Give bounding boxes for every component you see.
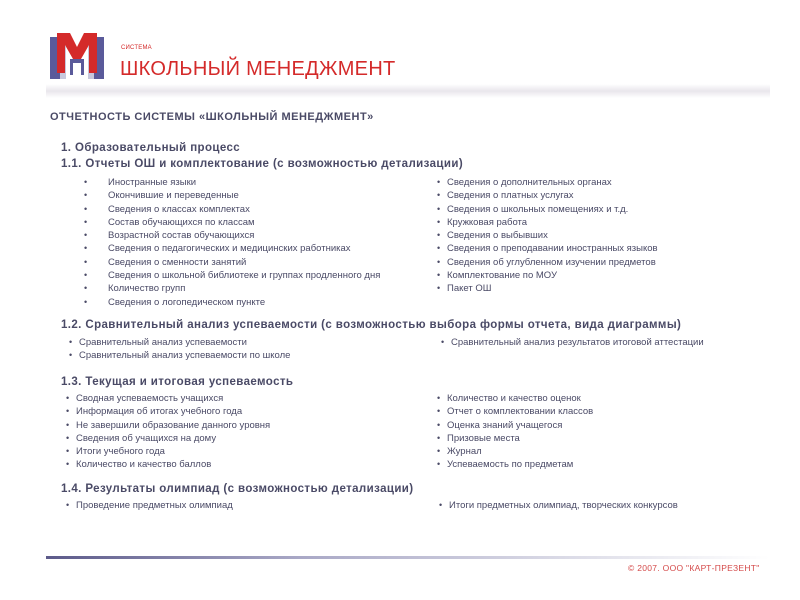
- list-item: • Сведения о сменности занятий: [70, 256, 380, 269]
- list-item: • Иностранные языки: [70, 176, 380, 189]
- bullet-icon: •: [66, 393, 70, 403]
- section-1-1-left-list: [70, 176, 380, 309]
- bullet-icon: •: [84, 216, 88, 227]
- bullet-icon: •: [437, 446, 441, 457]
- footer-divider: [46, 556, 770, 559]
- bullet-icon: •: [437, 283, 441, 294]
- section-1-4-left-list: [66, 499, 233, 512]
- m-logo-icon: [50, 33, 104, 79]
- bullet-icon: •: [437, 419, 441, 430]
- list-item: • Итоги учебного года: [66, 446, 165, 458]
- list-item: • Сведения об углубленном изучении предметов: [437, 256, 656, 268]
- section-1-2-title: 1.2. Сравнительный анализ успеваемости (с возможностью выбора формы отчета, вида диаграммы): [61, 319, 682, 331]
- bullet-icon: •: [437, 256, 441, 267]
- bullet-icon: •: [437, 393, 441, 403]
- list-item: • Количество и качество баллов: [66, 459, 212, 471]
- brand-subtitle: СИСТЕМА: [121, 45, 152, 51]
- list-item: • Состав обучающихся по классам: [70, 216, 380, 229]
- bullet-icon: •: [69, 350, 73, 361]
- section-1-2-left-list: [69, 336, 290, 363]
- bullet-icon: •: [439, 500, 443, 510]
- bullet-icon: •: [84, 270, 88, 281]
- list-item: • Сведения о выбывших: [437, 230, 548, 242]
- bullet-icon: •: [437, 177, 441, 187]
- bullet-icon: •: [84, 296, 88, 307]
- list-item: • Сведения о логопедическом пункте: [70, 296, 380, 309]
- header-divider: [46, 84, 770, 98]
- list-item: • Сравнительный анализ успеваемости по школе: [69, 350, 291, 362]
- list-item: • Проведение предметных олимпиад: [66, 500, 233, 511]
- list-item: • Сведения о школьных помещениях и т.д.: [437, 203, 629, 215]
- brand-title: ШКОЛЬНЫЙ МЕНЕДЖМЕНТ: [120, 58, 396, 80]
- list-item: • Отчет о комплектовании классов: [437, 406, 594, 418]
- bullet-icon: •: [66, 419, 70, 430]
- section-1-title: 1. Образовательный процесс: [61, 142, 241, 154]
- bullet-icon: •: [437, 459, 441, 470]
- bullet-icon: •: [69, 337, 73, 347]
- list-item: • Сравнительный анализ результатов итоговой аттестации: [441, 337, 704, 348]
- bullet-icon: •: [84, 190, 88, 201]
- bullet-icon: •: [84, 177, 88, 187]
- bullet-icon: •: [66, 446, 70, 457]
- list-item: • Успеваемость по предметам: [437, 459, 574, 471]
- bullet-icon: •: [437, 230, 441, 241]
- bullet-icon: •: [66, 432, 70, 443]
- list-item: • Сводная успеваемость учащихся: [66, 393, 224, 404]
- section-1-4-title: 1.4. Результаты олимпиад (с возможностью детализации): [61, 483, 414, 495]
- bullet-icon: •: [84, 283, 88, 294]
- bullet-icon: •: [84, 243, 88, 254]
- section-1-3-right-list: [437, 392, 593, 472]
- list-item: • Итоги предметных олимпиад, творческих конкурсов: [439, 500, 678, 511]
- bullet-icon: •: [437, 190, 441, 201]
- section-1-3-title: 1.3. Текущая и итоговая успеваемость: [61, 376, 294, 388]
- list-item: • Сведения о платных услугах: [437, 190, 574, 202]
- list-item: • Призовые места: [437, 432, 520, 444]
- bullet-icon: •: [437, 406, 441, 417]
- list-item: • Возрастной состав обучающихся: [70, 229, 380, 242]
- section-1-1-right-list: [437, 176, 658, 296]
- list-item: • Окончившие и переведенные: [70, 189, 380, 202]
- list-item: • Информация об итогах учебного года: [66, 406, 243, 418]
- list-item: • Количество и качество оценок: [437, 393, 581, 404]
- list-item: • Сведения о педагогических и медицинских работниках: [70, 242, 380, 255]
- bullet-icon: •: [84, 230, 88, 241]
- bullet-icon: •: [66, 500, 70, 510]
- section-1-3-left-list: [66, 392, 270, 472]
- list-item: • Кружковая работа: [437, 216, 528, 228]
- list-item: • Не завершили образование данного уровня: [66, 419, 271, 431]
- bullet-icon: •: [437, 203, 441, 214]
- bullet-icon: •: [66, 406, 70, 417]
- list-item: • Сведения о классах комплектах: [70, 203, 380, 216]
- list-item: • Сравнительный анализ успеваемости: [69, 337, 247, 348]
- list-item: • Комплектование по МОУ: [437, 270, 558, 282]
- bullet-icon: •: [84, 203, 88, 214]
- section-1-2-right-list: [441, 336, 704, 349]
- list-item: • Пакет ОШ: [437, 283, 492, 295]
- list-item: • Количество групп: [70, 282, 380, 295]
- bullet-icon: •: [441, 337, 445, 347]
- section-1-4-right-list: [439, 499, 678, 512]
- copyright: © 2007. ООО "КАРТ-ПРЕЗЕНТ": [628, 563, 760, 573]
- list-item: • Сведения о преподавании иностранных языков: [437, 243, 658, 255]
- bullet-icon: •: [66, 459, 70, 470]
- bullet-icon: •: [437, 432, 441, 443]
- list-item: • Сведения об учащихся на дому: [66, 432, 217, 444]
- list-item: • Сведения о школьной библиотеке и группах продленного дня: [70, 269, 380, 282]
- bullet-icon: •: [437, 243, 441, 254]
- section-1-1-title: 1.1. Отчеты ОШ и комплектование (с возможностью детализации): [61, 158, 464, 170]
- bullet-icon: •: [437, 270, 441, 281]
- list-item: • Журнал: [437, 446, 482, 458]
- bullet-icon: •: [84, 256, 88, 267]
- bullet-icon: •: [437, 216, 441, 227]
- document-title: ОТЧЕТНОСТЬ СИСТЕМЫ «ШКОЛЬНЫЙ МЕНЕДЖМЕНТ»: [50, 111, 374, 123]
- list-item: • Оценка знаний учащегося: [437, 419, 563, 431]
- list-item: • Сведения о дополнительных органах: [437, 177, 612, 188]
